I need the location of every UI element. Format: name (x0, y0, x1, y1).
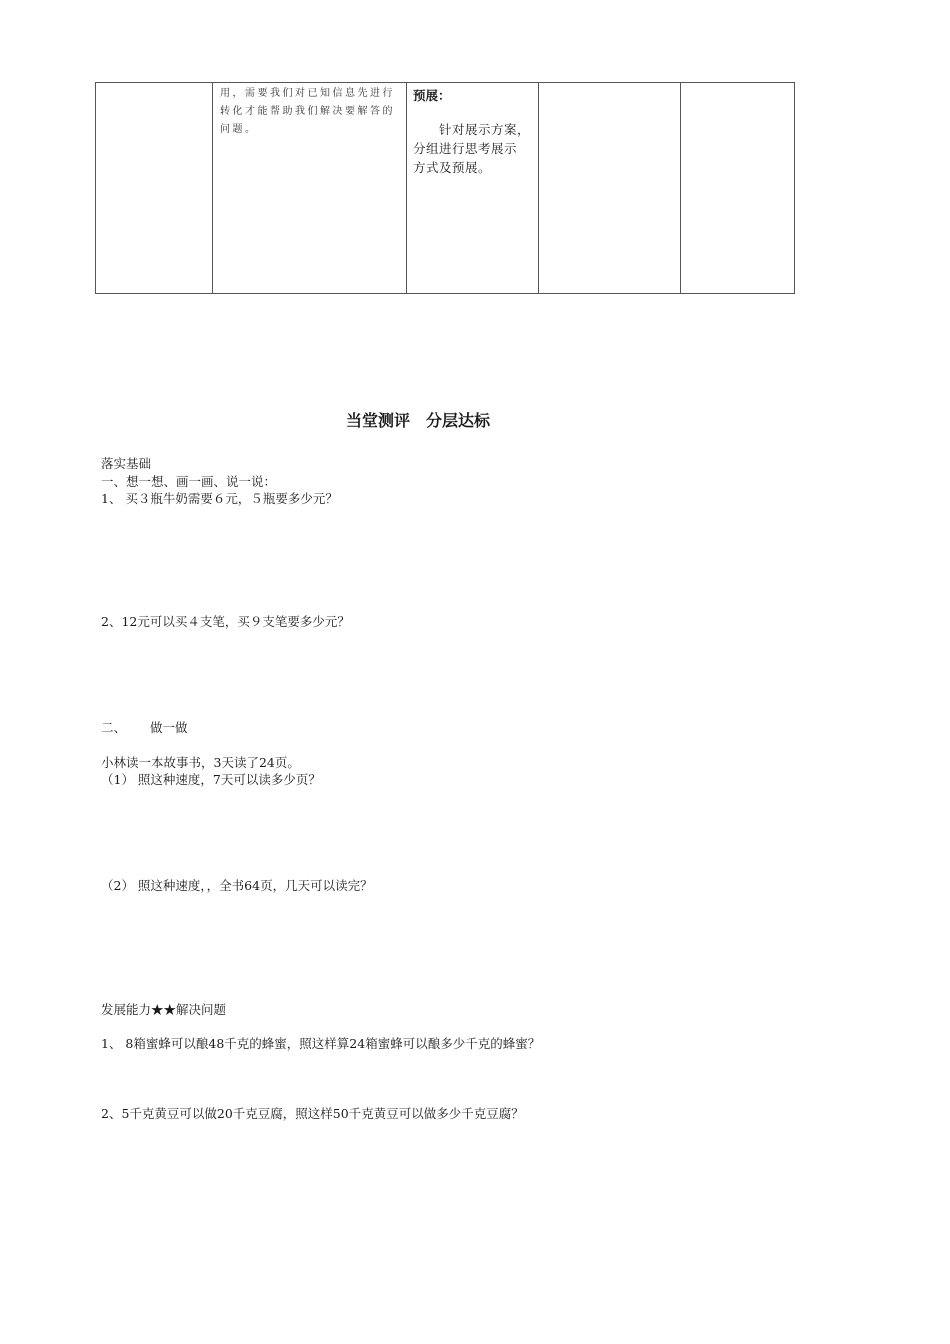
preview-heading: 预展： (413, 88, 451, 103)
part2-subquestion-1: （1） 照这种速度，7天可以读多少页？ (101, 772, 321, 787)
basics-heading: 落实基础 (101, 456, 152, 471)
table-cell-5 (681, 83, 795, 294)
lesson-plan-table (95, 82, 795, 294)
table-cell-2 (213, 83, 407, 294)
table-cell-1 (96, 83, 213, 294)
section-title: 当堂测评 分层达标 (346, 411, 491, 430)
preview-line-3: 方式及预展。 (413, 160, 492, 175)
table-row (96, 83, 795, 294)
preview-line-2: 分组进行思考展示 (413, 141, 518, 156)
part2-heading-number: 二、 (101, 720, 127, 735)
table-cell-3 (407, 83, 539, 294)
preview-line-1: 针对展示方案， (439, 122, 531, 137)
part1-heading: 一、想一想、画一画、说一说： (101, 474, 277, 489)
advanced-heading: 发展能力★★解决问题 (101, 1002, 227, 1017)
part2-intro: 小林读一本故事书，3天读了24页。 (101, 755, 300, 770)
basics-question-1: 1、 买３瓶牛奶需要６元，５瓶要多少元？ (101, 491, 338, 506)
basics-question-2: 2、12元可以买４支笔，买９支笔要多少元？ (101, 614, 350, 629)
cell2-text: 用，需要我们对已知信息先进行转化才能帮助我们解决要解答的问题。 (220, 88, 395, 135)
part2-heading-text: 做一做 (150, 720, 188, 735)
part2-subquestion-2: （2） 照这种速度，，全书64页，几天可以读完？ (101, 878, 373, 893)
advanced-question-1: 1、 8箱蜜蜂可以酿48千克的蜂蜜，照这样算24箱蜜蜂可以酿多少千克的蜂蜜？ (101, 1036, 541, 1051)
advanced-question-2: 2、5千克黄豆可以做20千克豆腐，照这样50千克黄豆可以做多少千克豆腐？ (101, 1106, 524, 1121)
preview-body (407, 104, 538, 177)
table-cell-4 (539, 83, 681, 294)
